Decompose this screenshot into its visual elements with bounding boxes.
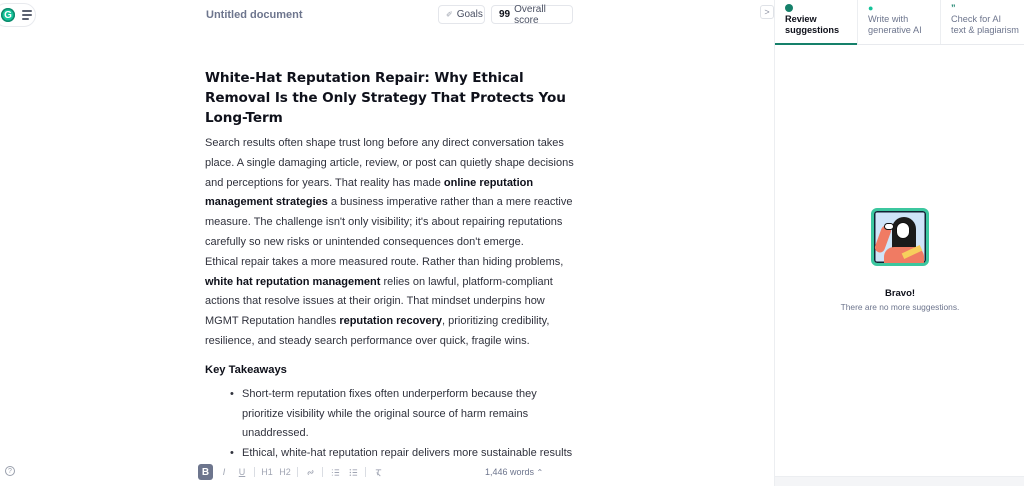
toolbar-divider bbox=[297, 467, 298, 477]
score-value: 99 bbox=[499, 9, 511, 20]
tab-write-with-generative-ai[interactable]: ● Write with generative AI bbox=[858, 0, 941, 44]
ordered-list-icon[interactable] bbox=[328, 464, 342, 480]
bold-button[interactable]: B bbox=[198, 464, 213, 480]
toolbar-divider bbox=[365, 467, 366, 477]
score-label: Overall score bbox=[514, 3, 546, 26]
italic-button[interactable]: I bbox=[222, 467, 226, 477]
bullet-list-icon[interactable] bbox=[346, 464, 360, 480]
empty-state-title: Bravo! bbox=[884, 288, 916, 299]
panel-footer bbox=[775, 476, 1024, 486]
menu-icon[interactable] bbox=[22, 10, 33, 20]
tab-review-suggestions[interactable]: Review suggestions bbox=[775, 0, 858, 44]
document-editor[interactable] bbox=[205, 68, 577, 464]
quote-icon: ” bbox=[951, 3, 956, 13]
app-menu-pill[interactable] bbox=[0, 3, 36, 27]
sparkle-pin-icon: ● bbox=[868, 3, 874, 13]
paragraph-intro: Search results often shape trust long before any direct conversation takes place. A single damaging article, review, or post can quietly shape decisions and perceptions for years. That reality has made online reputation management strategies a business imperative rather than a mere reactive measure. The challenge isn't only visibility; it's about repairing reputations carefully so new risks or unintended consequences don't emerge. bbox=[205, 137, 574, 248]
goals-icon: ✐ bbox=[446, 10, 453, 19]
empty-state-subtitle: There are no more suggestions. bbox=[840, 302, 960, 312]
overall-score-button[interactable] bbox=[491, 5, 573, 24]
takeaways-list bbox=[205, 385, 577, 464]
grammarly-g-icon bbox=[785, 3, 857, 13]
bravo-illustration-icon bbox=[871, 208, 929, 266]
panel-tabs bbox=[775, 0, 1024, 45]
grammarly-logo-icon[interactable]: G bbox=[1, 8, 15, 22]
key-takeaways-heading: Key Takeaways bbox=[205, 363, 287, 376]
formatting-toolbar bbox=[198, 463, 578, 481]
document-title[interactable]: Untitled document bbox=[206, 9, 303, 21]
link-icon[interactable] bbox=[303, 464, 317, 480]
goals-label: Goals bbox=[456, 9, 483, 20]
document-heading: White-Hat Reputation Repair: Why Ethical Removal Is the Only Strategy That Protects You Long-Term bbox=[205, 70, 566, 126]
heading1-button[interactable]: H1 bbox=[261, 467, 273, 477]
collapse-panel-button[interactable]: > bbox=[760, 5, 774, 19]
list-item: • Short-term reputation fixes often underperform because they prioritize visibility while the original source of harm remains unaddressed. bbox=[234, 385, 577, 444]
paragraph-ethical-repair: Ethical repair takes a more measured route. Rather than hiding problems, white hat reputation management relies on lawful, platform-compliant actions that resolve issues at their origin. That mindset underpins how MGMT Reputation handles reputation recovery, prioritizing credibility, resilience, and steady search performance over quick, fragile wins. bbox=[205, 255, 564, 347]
goals-button[interactable] bbox=[438, 5, 485, 24]
word-count-button[interactable] bbox=[485, 467, 543, 477]
list-item: • Ethical, white-hat reputation repair delivers more sustainable results bbox=[234, 444, 577, 464]
toolbar-divider bbox=[254, 467, 255, 477]
empty-state bbox=[775, 208, 1024, 312]
toolbar-divider bbox=[322, 467, 323, 477]
tab-check-ai-plagiarism[interactable]: ” Check for AI text & plagiarism bbox=[941, 0, 1024, 44]
underline-button[interactable]: U bbox=[238, 467, 246, 477]
word-count-label: 1,446 words bbox=[485, 467, 535, 477]
assistant-panel bbox=[774, 0, 1024, 486]
heading2-button[interactable]: H2 bbox=[279, 467, 291, 477]
help-icon[interactable]: ? bbox=[5, 466, 15, 476]
clear-format-icon[interactable] bbox=[371, 464, 385, 480]
chevron-up-icon: ⌃ bbox=[536, 468, 544, 477]
